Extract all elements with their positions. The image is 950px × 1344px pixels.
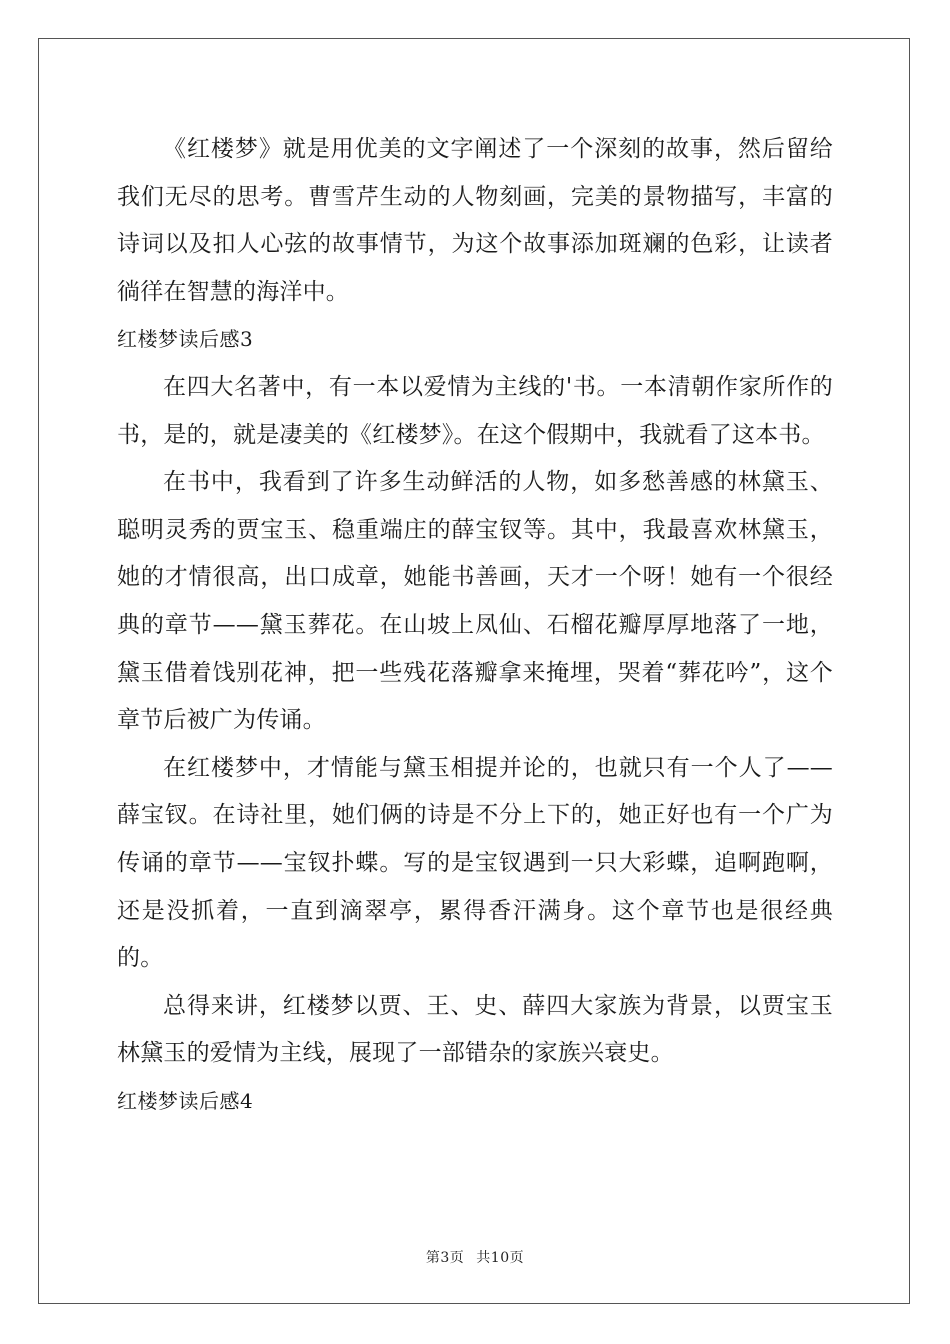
paragraph-book-intro: 在四大名著中，有一本以爱情为主线的'书。一本清朝作家所作的书，是的，就是凄美的《红楼梦》。在这个假期中，我就看了这本书。 — [117, 373, 833, 448]
page-footer — [0, 1247, 950, 1267]
paragraph-summary: 总得来讲，红楼梦以贾、王、史、薛四大家族为背景，以贾宝玉林黛玉的爱情为主线，展现了一部错杂的家族兴衰史。 — [117, 992, 833, 1067]
paragraph-baochai: 在红楼梦中，才情能与黛玉相提并论的，也就只有一个人了——薛宝钗。在诗社里，她们俩的诗是不分上下的，她正好也有一个广为传诵的章节——宝钗扑蝶。写的是宝钗遇到一只大彩蝶，追啊跑啊，还是没抓着，一直到滴翠亭，累得香汗满身。这个章节也是很经典的。 — [117, 754, 833, 972]
document-body — [117, 126, 833, 1125]
section-heading-4: 红楼梦读后感4 — [117, 1088, 254, 1113]
paragraph-daiyu: 在书中，我看到了许多生动鲜活的人物，如多愁善感的林黛玉、聪明灵秀的贾宝玉、稳重端庄的薛宝钗等。其中，我最喜欢林黛玉，她的才情很高，出口成章，她能书善画，天才一个呀！她有一个很经典的章节——黛玉葬花。在山坡上凤仙、石榴花瓣厚厚地落了一地，黛玉借着饯别花神，把一些残花落瓣拿来掩埋，哭着“葬花吟”，这个章节后被广为传诵。 — [117, 469, 833, 734]
section-heading-3: 红楼梦读后感3 — [117, 327, 254, 352]
paragraph-intro-conclusion: 《红楼梦》就是用优美的文字阐述了一个深刻的故事，然后留给我们无尽的思考。曹雪芹生动的人物刻画，完美的景物描写，丰富的诗词以及扣人心弦的故事情节，为这个故事添加斑斓的色彩，让读者徜徉在智慧的海洋中。 — [117, 136, 833, 305]
page-total: 共10页 — [476, 1250, 525, 1266]
page-number: 第3页 — [425, 1250, 465, 1266]
